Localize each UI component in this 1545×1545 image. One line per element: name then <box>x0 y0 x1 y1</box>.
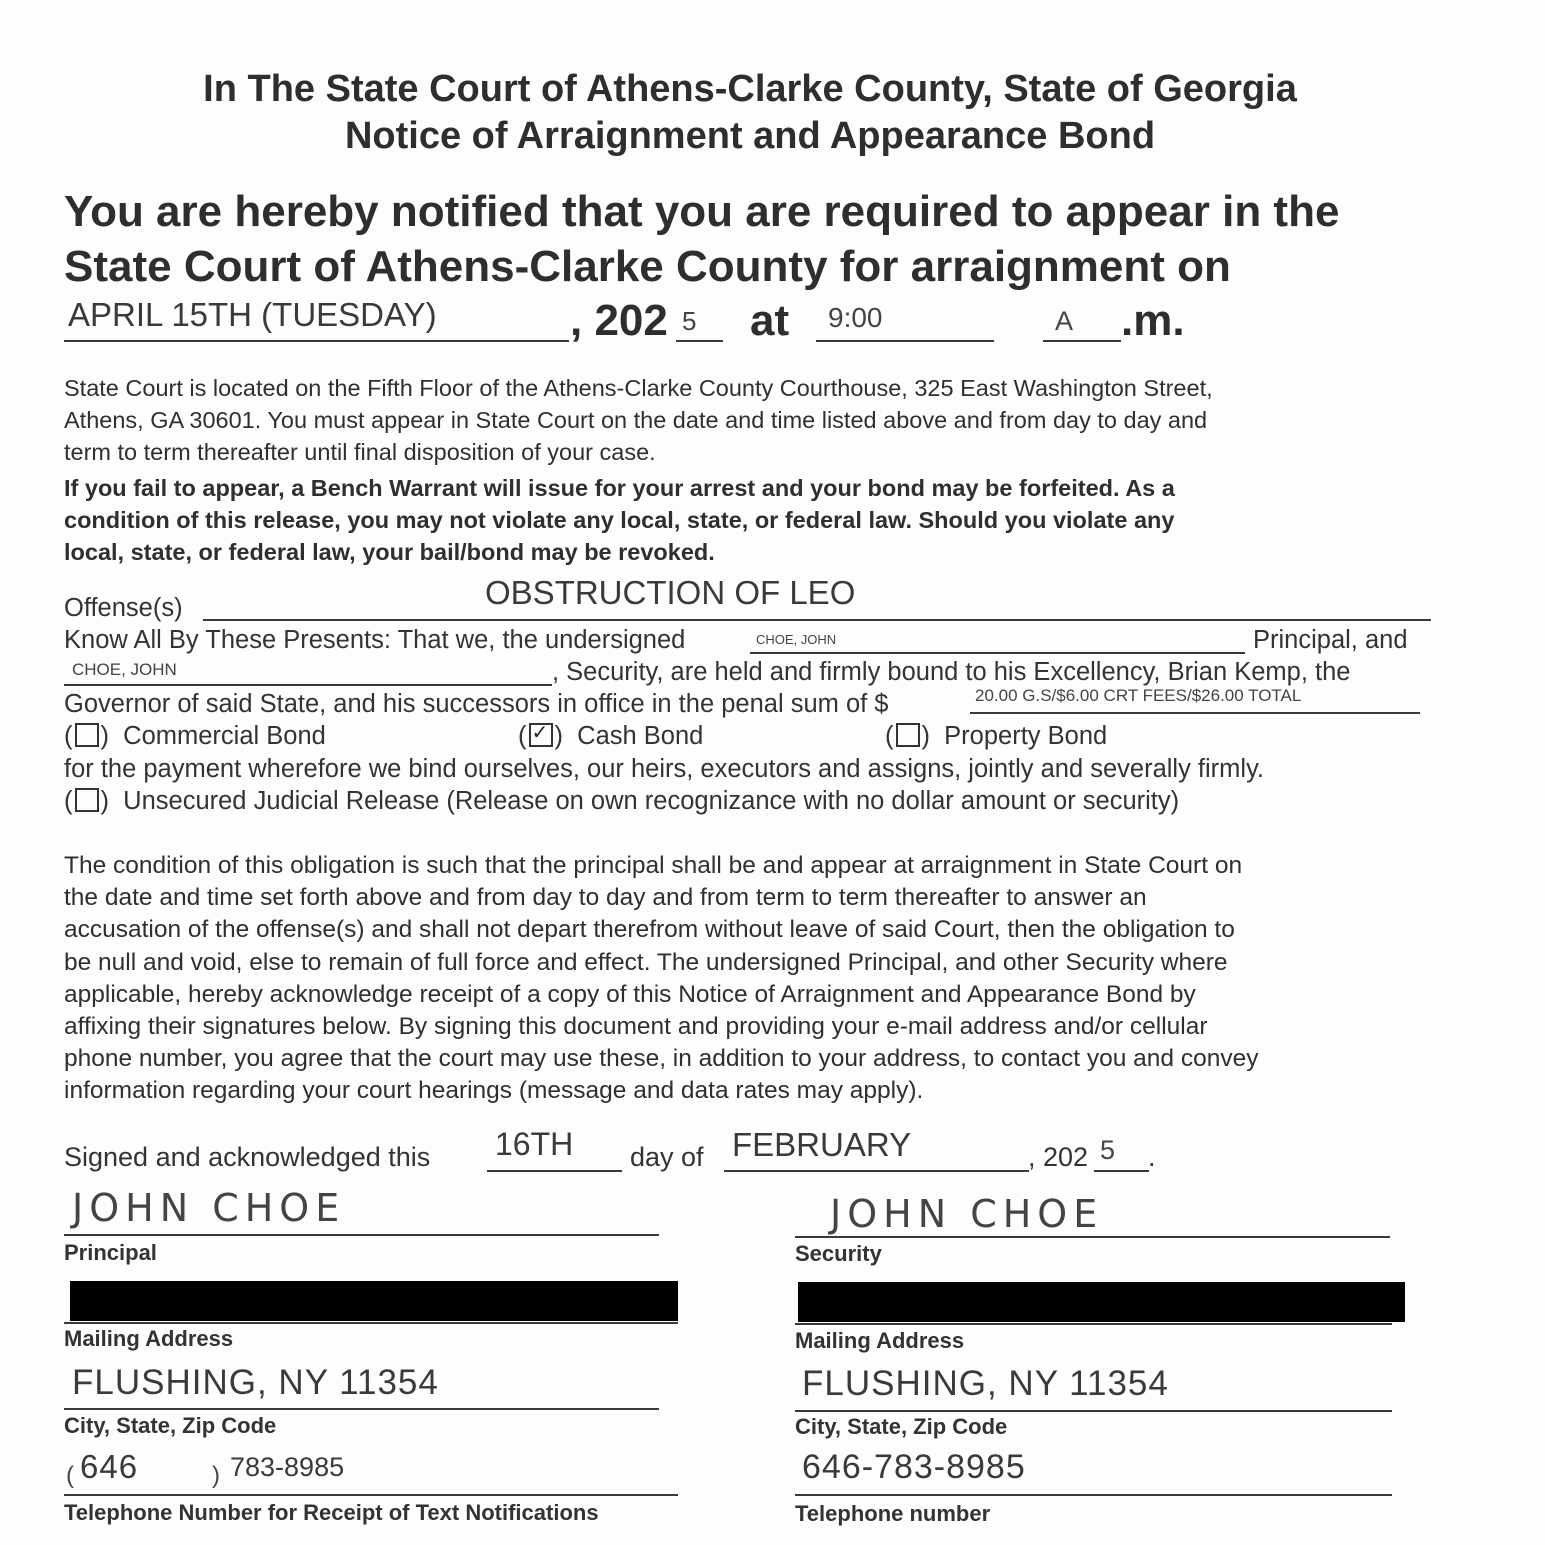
area-code-open-paren: ( <box>66 1462 74 1489</box>
security-signature: JOHN CHOE <box>830 1192 1104 1236</box>
at-text: at <box>750 296 790 345</box>
condition-line-8: information regarding your court hearings (message and data rates may apply). <box>64 1077 924 1104</box>
principal-city-label: City, State, Zip Code <box>64 1413 277 1438</box>
condition-line-7: phone number, you agree that the court may use these, in addition to your address, to contact you and convey <box>64 1045 1259 1072</box>
arraignment-date-line <box>64 340 569 342</box>
security-phone-value: 646-783-8985 <box>802 1448 1026 1486</box>
location-line-3: term to term thereafter until final disposition of your case. <box>64 439 656 465</box>
principal-signature-line <box>64 1234 659 1236</box>
security-mailing-line <box>795 1323 1392 1325</box>
security-address-redaction <box>798 1282 1405 1322</box>
offense-value: OBSTRUCTION OF LEO <box>485 574 856 611</box>
security-name-value: CHOE, JOHN <box>72 660 177 679</box>
condition-line-3: accusation of the offense(s) and shall not depart therefrom without leave of said Court, then the obligation to <box>64 916 1235 943</box>
signed-year-prefix: , 202 <box>1028 1142 1089 1172</box>
condition-line-1: The condition of this obligation is such that the principal shall be and appear at arraignment in State Court on <box>64 852 1243 879</box>
ampm-value: A <box>1055 306 1074 336</box>
security-signature-line <box>795 1236 1390 1238</box>
warning-line-2: condition of this release, you may not violate any local, state, or federal law. Should you violate any <box>64 507 1175 533</box>
area-code-close-paren: ) <box>212 1462 220 1489</box>
signed-day-line <box>487 1170 622 1172</box>
security-phone-line <box>795 1494 1392 1496</box>
notice-line-2: State Court of Athens-Clarke County for arraignment on <box>64 242 1231 291</box>
court-title: In The State Court of Athens-Clarke County, State of Georgia <box>203 68 1297 110</box>
warning-line-3: local, state, or federal law, your bail/bond may be revoked. <box>64 539 715 565</box>
security-city-label: City, State, Zip Code <box>795 1414 1008 1439</box>
security-label: Security <box>795 1241 882 1266</box>
day-of-text: day of <box>630 1142 704 1172</box>
unsecured-release-option[interactable]: ( ) Unsecured Judicial Release (Release on own recognizance with no dollar amount or security) <box>64 787 1180 815</box>
principal-phone-line <box>64 1494 678 1496</box>
principal-name-value: CHOE, JOHN <box>756 632 837 647</box>
arraignment-year-line <box>676 340 723 342</box>
condition-line-4: be null and void, else to remain of full force and effect. The undersigned Principal, and other Security where <box>64 949 1228 976</box>
property-bond-checkbox[interactable] <box>896 723 920 747</box>
principal-signature: JOHN CHOE <box>72 1186 346 1230</box>
arraignment-time-line <box>816 340 994 342</box>
signed-year-value: 5 <box>1100 1135 1116 1165</box>
commercial-bond-option[interactable]: ( ) Commercial Bond <box>64 722 326 750</box>
governor-text: Governor of said State, and his successors in office in the penal sum of $ <box>64 690 889 718</box>
signed-month-value: FEBRUARY <box>732 1126 912 1163</box>
security-city-value: FLUSHING, NY 11354 <box>802 1364 1169 1403</box>
notice-line-1: You are hereby notified that you are required to appear in the <box>64 187 1340 236</box>
location-line-1: State Court is located on the Fifth Floor of the Athens-Clarke County Courthouse, 325 East Washington Street, <box>64 375 1213 401</box>
offense-line <box>203 619 1431 621</box>
warning-line-1: If you fail to appear, a Bench Warrant will issue for your arrest and your bond may be forfeited. As a <box>64 475 1175 501</box>
principal-name-line <box>750 652 1245 654</box>
commercial-bond-checkbox[interactable] <box>75 723 99 747</box>
security-phone-label: Telephone number <box>795 1501 991 1526</box>
year-prefix: , 202 <box>570 296 668 345</box>
principal-and-text: Principal, and <box>1253 626 1408 654</box>
document-title: Notice of Arraignment and Appearance Bond <box>344 115 1156 157</box>
principal-phone-label: Telephone Number for Receipt of Text Notifications <box>64 1500 599 1525</box>
principal-city-value: FLUSHING, NY 11354 <box>72 1363 439 1402</box>
payment-text: for the payment wherefore we bind ourselves, our heirs, executors and assigns, jointly and severally firmly. <box>64 755 1265 783</box>
security-name-line <box>64 684 552 686</box>
principal-label: Principal <box>64 1240 157 1265</box>
location-line-2: Athens, GA 30601. You must appear in State Court on the date and time listed above and from day to day and <box>64 407 1208 433</box>
principal-mailing-label: Mailing Address <box>64 1326 234 1351</box>
m-text: .m. <box>1121 296 1185 345</box>
cash-bond-option[interactable]: (✓ ) Cash Bond <box>518 722 703 751</box>
arraignment-date-value: APRIL 15TH (TUESDAY) <box>68 296 437 333</box>
signed-month-line <box>724 1170 1029 1172</box>
principal-city-line <box>64 1408 659 1410</box>
arraignment-time-value: 9:00 <box>828 302 883 333</box>
know-all-text: Know All By These Presents: That we, the undersigned <box>64 626 686 654</box>
condition-line-6: affixing their signatures below. By signing this document and providing your e-mail address and/or cellular <box>64 1013 1208 1040</box>
cash-bond-checkbox[interactable] <box>529 723 553 747</box>
principal-phone-value: 783-8985 <box>230 1452 345 1482</box>
security-mailing-label: Mailing Address <box>795 1328 965 1353</box>
property-bond-option[interactable]: ( ) Property Bond <box>885 722 1108 750</box>
offense-label: Offense(s) <box>64 594 183 622</box>
principal-address-redaction <box>70 1281 678 1321</box>
condition-line-5: applicable, hereby acknowledge receipt of a copy of this Notice of Arraignment and Appearance Bond by <box>64 981 1196 1008</box>
security-text: , Security, are held and firmly bound to his Excellency, Brian Kemp, the <box>552 658 1351 686</box>
signed-year-line <box>1094 1170 1149 1172</box>
principal-mailing-line <box>64 1322 678 1324</box>
bond-amount-value: 20.00 G.S/$6.00 CRT FEES/$26.00 TOTAL <box>975 686 1302 705</box>
signed-period: . <box>1148 1142 1156 1172</box>
security-city-line <box>795 1410 1392 1412</box>
bond-amount-line <box>970 712 1420 714</box>
condition-line-2: the date and time set forth above and from day to day and from term to term thereafter to answer an <box>64 884 1147 911</box>
signed-day-value: 16TH <box>495 1126 574 1162</box>
signed-prefix: Signed and acknowledged this <box>64 1142 431 1172</box>
arraignment-year-value: 5 <box>682 306 697 336</box>
principal-area-code-value: 646 <box>80 1448 139 1485</box>
ampm-line <box>1043 340 1121 342</box>
unsecured-release-checkbox[interactable] <box>75 788 99 812</box>
